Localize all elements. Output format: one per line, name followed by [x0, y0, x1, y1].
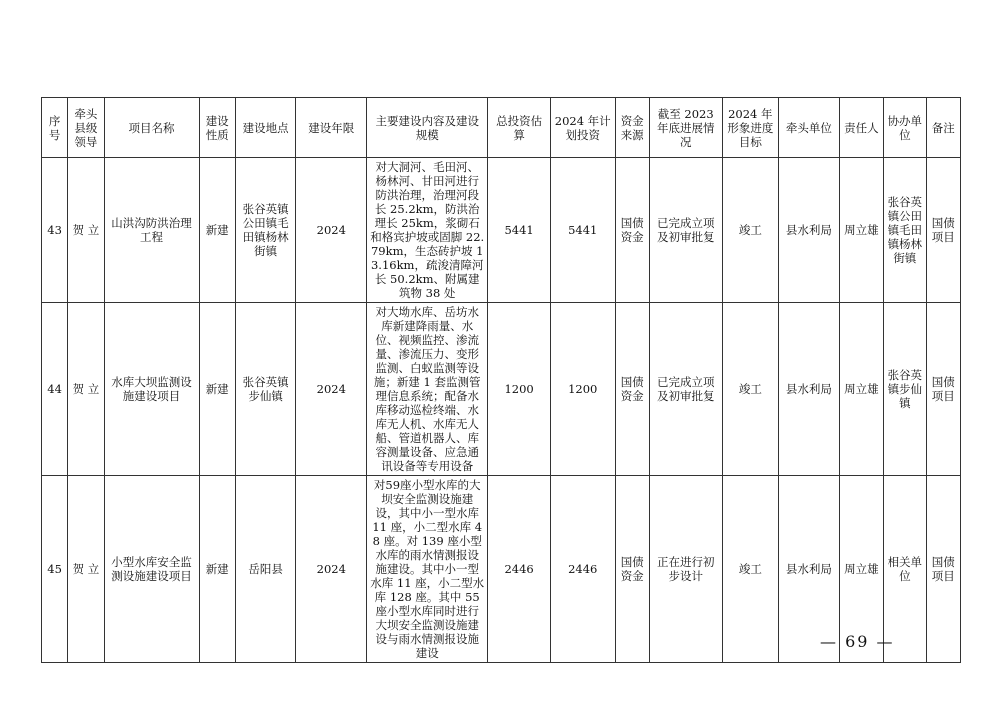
header-row [42, 98, 961, 158]
cell-content: 对大洞河、毛田河、杨林河、甘田河进行防洪治理，治理河段长 25.2km，防洪治理长 25km，浆砌石和格宾护坡或固脚 22.79km，生态砖护坡 13.16km，疏浚清障河长 50.2km、附属建筑物 38 处 [367, 158, 488, 303]
cell-lead-unit: 县水利局 [779, 158, 840, 303]
header-cell: 主要建设内容及建设规模 [367, 98, 488, 158]
page-number: — 69 — [820, 632, 895, 651]
header-cell: 建设性质 [199, 98, 235, 158]
cell-location: 岳阳县 [235, 476, 296, 663]
cell-co-unit: 相关单位 [884, 476, 926, 663]
cell-target: 竣工 [722, 303, 779, 476]
project-table [41, 97, 961, 663]
header-cell: 备注 [926, 98, 960, 158]
header-cell: 建设年限 [296, 98, 367, 158]
cell-no: 45 [42, 476, 68, 663]
cell-target: 竣工 [722, 158, 779, 303]
cell-years: 2024 [296, 303, 367, 476]
cell-years: 2024 [296, 158, 367, 303]
header-cell: 2024 年形象进度目标 [722, 98, 779, 158]
cell-nature: 新建 [199, 476, 235, 663]
cell-person: 周立雄 [839, 158, 883, 303]
cell-progress: 已完成立项及初审批复 [649, 303, 722, 476]
cell-remark: 国债项目 [926, 476, 960, 663]
cell-total: 1200 [488, 303, 551, 476]
cell-funding: 国债资金 [615, 158, 649, 303]
cell-remark: 国债项目 [926, 158, 960, 303]
cell-no: 44 [42, 303, 68, 476]
cell-progress: 已完成立项及初审批复 [649, 158, 722, 303]
cell-funding: 国债资金 [615, 476, 649, 663]
cell-nature: 新建 [199, 158, 235, 303]
header-cell: 协办单位 [884, 98, 926, 158]
cell-remark: 国债项目 [926, 303, 960, 476]
header-cell: 牵头单位 [779, 98, 840, 158]
cell-content: 对大坳水库、岳坊水库新建降雨量、水位、视频监控、渗流量、渗流压力、变形监测、白蚁监测等设施；新建 1 套监测管理信息系统；配备水库移动巡检终端、水库无人机、水库无人船、管道机器人、库容测量设备、应急通讯设备等专用设备 [367, 303, 488, 476]
cell-lead-unit: 县水利局 [779, 476, 840, 663]
cell-total: 5441 [488, 158, 551, 303]
cell-years: 2024 [296, 476, 367, 663]
header-cell: 责任人 [839, 98, 883, 158]
cell-progress: 正在进行初步设计 [649, 476, 722, 663]
cell-nature: 新建 [199, 303, 235, 476]
header-cell: 序号 [42, 98, 68, 158]
cell-leader: 贺 立 [68, 303, 104, 476]
cell-leader: 贺 立 [68, 476, 104, 663]
cell-co-unit: 张谷英镇步仙镇 [884, 303, 926, 476]
cell-target: 竣工 [722, 476, 779, 663]
cell-project-name: 水库大坝监测设施建设项目 [104, 303, 199, 476]
cell-co-unit: 张谷英镇公田镇毛田镇杨林街镇 [884, 158, 926, 303]
header-cell: 2024 年计划投资 [550, 98, 615, 158]
cell-project-name: 小型水库安全监测设施建设项目 [104, 476, 199, 663]
header-cell: 总投资估算 [488, 98, 551, 158]
header-cell: 项目名称 [104, 98, 199, 158]
header-cell: 建设地点 [235, 98, 296, 158]
header-cell: 牵头县级领导 [68, 98, 104, 158]
cell-funding: 国债资金 [615, 303, 649, 476]
table-row [42, 158, 961, 303]
header-cell: 资金来源 [615, 98, 649, 158]
cell-location: 张谷英镇公田镇毛田镇杨林街镇 [235, 158, 296, 303]
cell-content: 对59座小型水库的大坝安全监测设施建设，其中小一型水库 11 座，小二型水库 48 座。对 139 座小型水库的雨水情测报设施建设。其中小一型水库 11 座，小二型水库 128 座。其中 55 座小型水库同时进行大坝安全监测设施建设与雨水情测报设施建设 [367, 476, 488, 663]
cell-plan: 5441 [550, 158, 615, 303]
header-cell: 截至 2023 年底进展情况 [649, 98, 722, 158]
cell-lead-unit: 县水利局 [779, 303, 840, 476]
cell-person: 周立雄 [839, 303, 883, 476]
cell-location: 张谷英镇步仙镇 [235, 303, 296, 476]
cell-total: 2446 [488, 476, 551, 663]
cell-leader: 贺 立 [68, 158, 104, 303]
cell-plan: 1200 [550, 303, 615, 476]
cell-no: 43 [42, 158, 68, 303]
cell-plan: 2446 [550, 476, 615, 663]
cell-person: 周立雄 [839, 476, 883, 663]
table-row [42, 303, 961, 476]
cell-project-name: 山洪沟防洪治理工程 [104, 158, 199, 303]
